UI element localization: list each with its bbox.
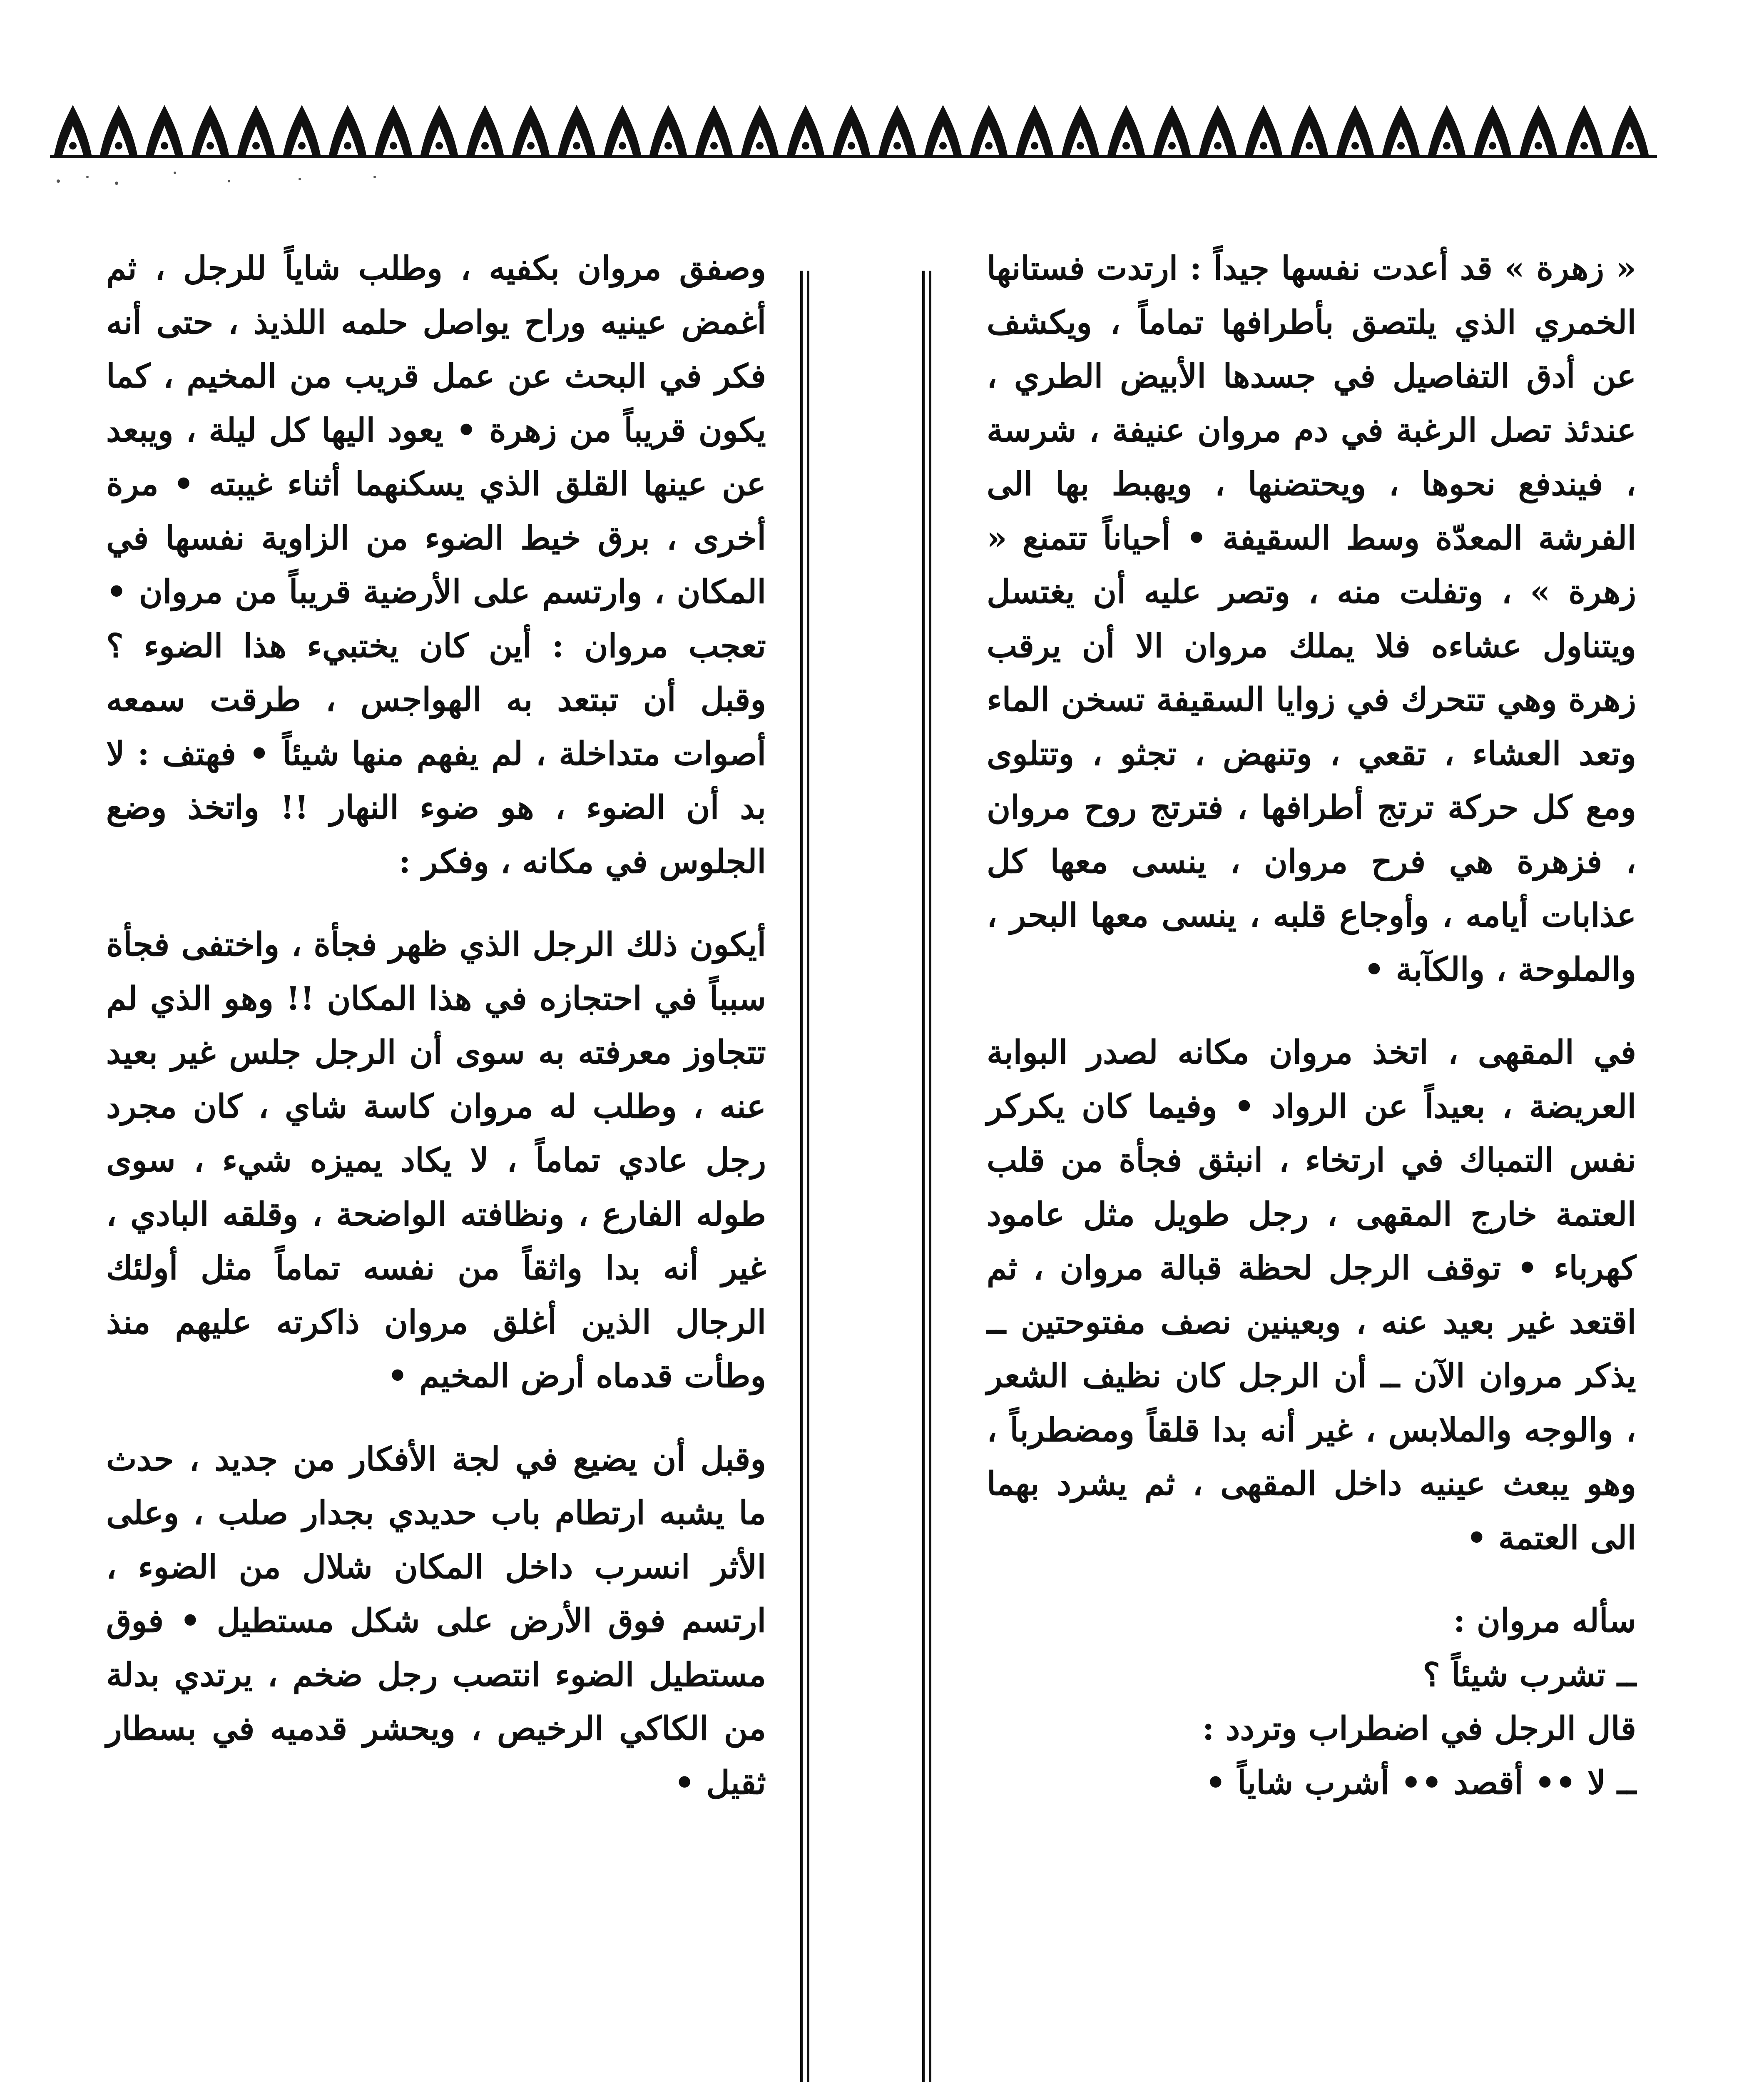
ornament-motif [600, 105, 645, 158]
ornament-motif [325, 105, 371, 158]
ornament-motif [279, 105, 325, 158]
ornament-motif [1561, 105, 1607, 158]
right-text-column [987, 242, 1636, 1810]
ornament-motif [966, 105, 1012, 158]
dialogue-line: سأله مروان : [1453, 1602, 1636, 1640]
ornament-motif [645, 105, 691, 158]
paragraph: « زهرة » قد أعدت نفسها جيداً : ارتدت فستانها الخمري الذي يلتصق بأطرافها تماماً ، ويكشف عن أدق التفاصيل في جسدها الأبيض الطري ، عندئذ تصل الرغبة في دم مروان عنيفة ، شرسة ، فيندفع نحوها ، ويحتضنها ، ويهبط بها الى الفرشة المعدّة وسط السقيفة • أحياناً تتمنع « زهرة » ، وتفلت منه ، وتصر عليه أن يغتسل ويتناول عشاءه فلا يملك مروان الا أن يرقب زهرة وهي تتحرك في زوايا السقيفة تسخن الماء وتعد العشاء ، تقعي ، وتنهض ، تجثو ، وتتلوى ومع كل حركة ترتج أطرافها ، فترتج روح مروان ، فزهرة هي فرح مروان ، ينسى معها كل عذابات أيامه ، وأوجاع قلبه ، ينسى معها البحر ، والملوحة ، والكآبة • [987, 249, 1636, 989]
ornament-motif [416, 105, 462, 158]
ornament-motif [1286, 105, 1332, 158]
print-speckles [50, 164, 425, 189]
ornament-motif [1378, 105, 1424, 158]
ornament-motif [1607, 105, 1653, 158]
column-divider-right [922, 271, 931, 2082]
ornament-motif [1653, 105, 1657, 158]
paragraph: وصفق مروان بكفيه ، وطلب شاياً للرجل ، ثم أغمض عينيه وراح يواصل حلمه اللذيذ ، حتى أنه فكر في البحث عن عمل قريب من المخيم ، كما يكون قريباً من زهرة • يعود اليها كل ليلة ، ويبعد عن عينها القلق الذي يسكنهما أثناء غيبته • مرة أخرى ، برق خيط الضوء من الزاوية نفسها في المكان ، وارتسم على الأرضية قريباً من مروان • تعجب مروان : أين كان يختبيء هذا الضوء ؟ وقبل أن تبتعد به الهواجس ، طرقت سمعه أصوات متداخلة ، لم يفهم منها شيئاً • فهتف : لا بد أن الضوء ، هو ضوء النهار !! واتخذ وضع الجلوس في مكانه ، وفكر : [106, 249, 766, 881]
ornament-motif [874, 105, 920, 158]
dialogue-line: ــ تشرب شيئاً ؟ [1423, 1656, 1636, 1694]
ornament-motif [1470, 105, 1515, 158]
ornament-motif [233, 105, 279, 158]
ornament-motif [508, 105, 554, 158]
ornament-motif [96, 105, 142, 158]
paragraph: أيكون ذلك الرجل الذي ظهر فجأة ، واختفى فجأة سبباً في احتجازه في هذا المكان !! وهو الذي لم تتجاوز معرفته به سوى أن الرجل جلس غير بعيد عنه ، وطلب له مروان كاسة شاي ، كان مجرد رجل عادي تماماً ، لا يكاد يميزه شيء ، سوى طوله الفارع ، ونظافته الواضحة ، وقلقه البادي ، غير أنه بدا واثقاً من نفسه تماماً مثل أولئك الرجال الذين أغلق مروان ذاكرته عليهم منذ وطأت قدماه أرض المخيم • [106, 926, 766, 1395]
ornament-motif [1149, 105, 1195, 158]
ornament-motif [1241, 105, 1286, 158]
ornament-motif [50, 105, 96, 158]
left-text-column [106, 242, 766, 1810]
paragraph: في المقهى ، اتخذ مروان مكانه لصدر البوابة العريضة ، بعيداً عن الرواد • وفيما كان يكركر نفس التمباك في ارتخاء ، انبثق فجأة من قلب العتمة خارج المقهى ، رجل طويل مثل عامود كهرباء • توقف الرجل لحظة قبالة مروان ، ثم اقتعد غير بعيد عنه ، وبعينين نصف مفتوحتين ــ يذكر مروان الآن ــ أن الرجل كان نظيف الشعر ، والوجه والملابس ، غير أنه بدا قلقاً ومضطرباً ، وهو يبعث عينيه داخل المقهى ، ثم يشرد بهما الى العتمة • [987, 1034, 1636, 1557]
ornament-motif [1103, 105, 1149, 158]
ornament-motif [1515, 105, 1561, 158]
ornament-motif [920, 105, 966, 158]
ornamental-header-border [50, 97, 1657, 159]
ornament-motif [829, 105, 874, 158]
column-divider-left [800, 271, 809, 2082]
ornament-motif [1424, 105, 1470, 158]
ornament-motif [691, 105, 737, 158]
dialogue-line: قال الرجل في اضطراب وتردد : [1202, 1710, 1636, 1748]
ornament-motif [1057, 105, 1103, 158]
ornament-motif [737, 105, 783, 158]
ornament-motif [1195, 105, 1241, 158]
ornament-motif [554, 105, 600, 158]
ornament-motif [1012, 105, 1057, 158]
ornament-motif [371, 105, 416, 158]
ornament-motif [462, 105, 508, 158]
ornament-motif [783, 105, 829, 158]
ornament-motif [1332, 105, 1378, 158]
ornament-motif [142, 105, 187, 158]
dialogue-line: ــ لا •• أقصد •• أشرب شاياً • [1205, 1763, 1636, 1802]
ornament-motif [187, 105, 233, 158]
paragraph: وقبل أن يضيع في لجة الأفكار من جديد ، حدث ما يشبه ارتطام باب حديدي بجدار صلب ، وعلى الأثر انسرب داخل المكان شلال من الضوء ، ارتسم فوق الأرض على شكل مستطيل • فوق مستطيل الضوء انتصب رجل ضخم ، يرتدي بدلة من الكاكي الرخيص ، ويحشر قدميه في بسطار ثقيل • [106, 1440, 766, 1802]
